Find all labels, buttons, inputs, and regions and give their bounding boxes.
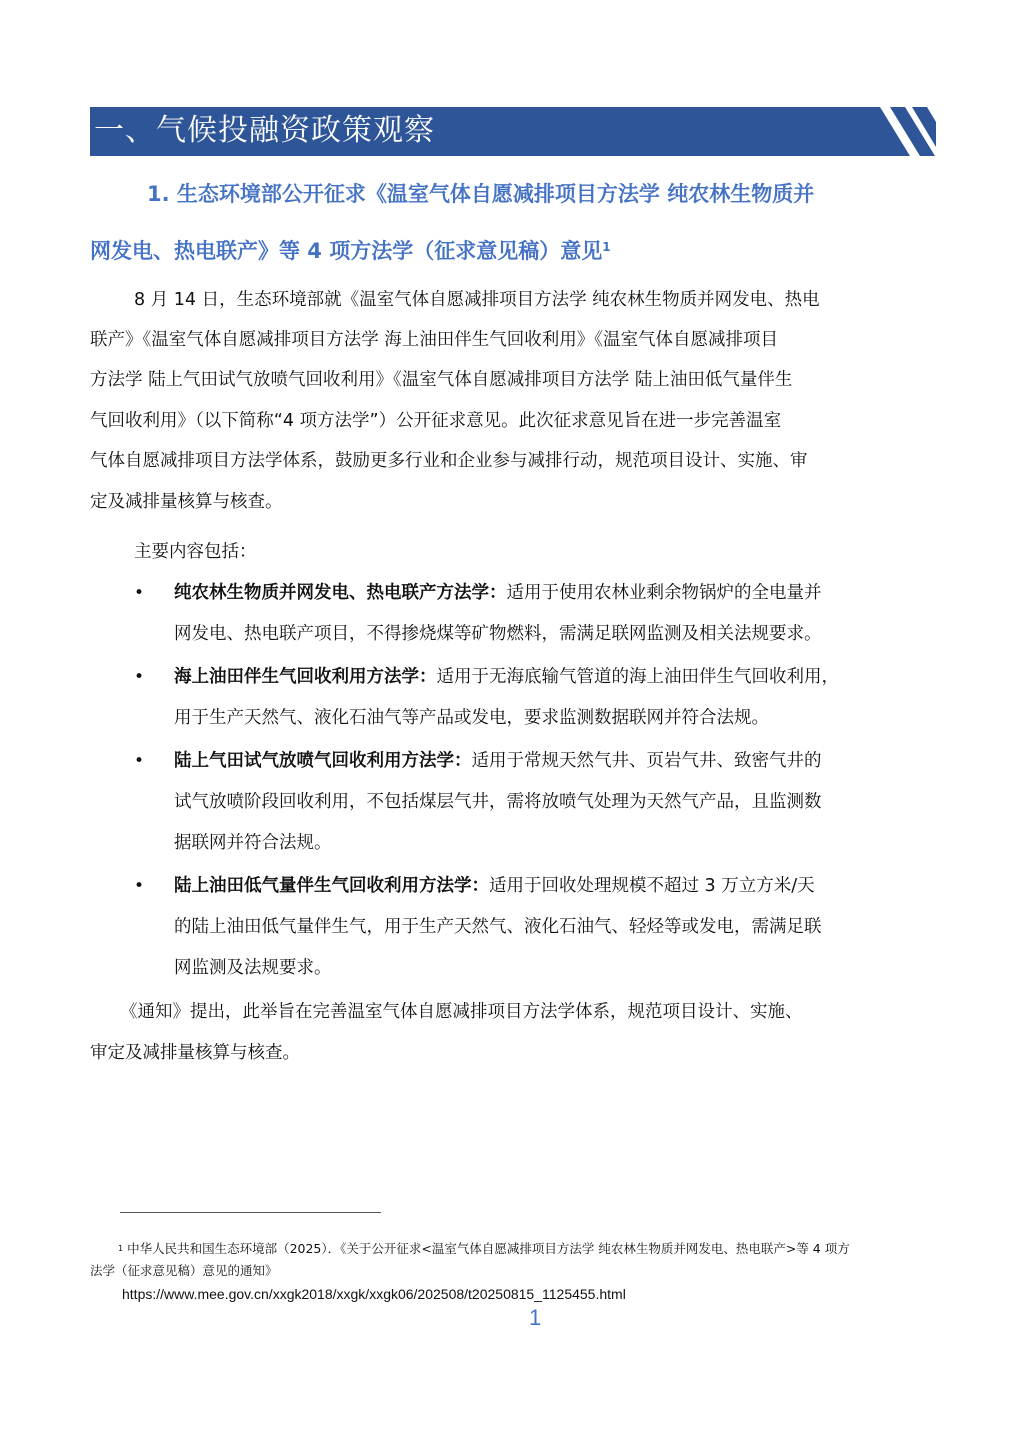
bullet-text: 据联网并符合法规。 <box>174 833 332 853</box>
footnote-marker: 1 <box>118 1244 124 1253</box>
bullet-text: 适用于常规天然气井、页岩气井、致密气井的 <box>471 751 822 771</box>
bullet-icon: • <box>134 751 145 771</box>
closing-line: 《通知》提出，此举旨在完善温室气体自愿减排项目方法学体系，规范项目设计、实施、 <box>120 1002 803 1022</box>
intro-line: 联产》《温室气体自愿减排项目方法学 海上油田伴生气回收利用》《温室气体自愿减排项目 <box>90 330 779 350</box>
bullet-icon: • <box>134 583 145 603</box>
footnote-text: 中华人民共和国生态环境部（2025）．《关于公开征求<温室气体自愿减排项目方法学 纯农林生物质并网发电、热电联产>等 4 项方 <box>127 1241 850 1256</box>
bullet-text: 用于生产天然气、液化石油气等产品或发电，要求监测数据联网并符合法规。 <box>174 708 769 728</box>
bullet-text: 适用于回收处理规模不超过 3 万立方米/天 <box>489 876 815 896</box>
footnote-line1 <box>118 1240 850 1258</box>
list-intro: 主要内容包括： <box>134 542 257 562</box>
intro-line: 8 月 14 日，生态环境部就《温室气体自愿减排项目方法学 纯农林生物质并网发电、热电 <box>134 290 820 310</box>
article-heading-line1: 1. 生态环境部公开征求《温室气体自愿减排项目方法学 纯农林生物质并 <box>147 182 815 206</box>
bullet-text: 试气放喷阶段回收利用，不包括煤层气井，需将放喷气处理为天然气产品，且监测数 <box>174 792 822 812</box>
bullet-text: 适用于使用农林业剩余物锅炉的全电量并 <box>506 583 822 603</box>
intro-line: 气体自愿减排项目方法学体系，鼓励更多行业和企业参与减排行动，规范项目设计、实施、审 <box>90 451 808 471</box>
intro-line: 气回收利用》（以下简称“4 项方法学”）公开征求意见。此次征求意见旨在进一步完善温室 <box>90 411 782 431</box>
footnote-ref[interactable]: 1 <box>602 240 611 254</box>
bullet-title: 纯农林生物质并网发电、热电联产方法学： <box>174 583 507 603</box>
intro-line: 方法学 陆上气田试气放喷气回收利用》《温室气体自愿减排项目方法学 陆上油田低气量伴生 <box>90 370 793 390</box>
article-heading-line2 <box>90 237 611 265</box>
intro-line: 定及减排量核算与核查。 <box>90 492 283 512</box>
bullet-icon: • <box>134 667 145 687</box>
bullet-title: 海上油田伴生气回收利用方法学： <box>174 667 437 687</box>
bullet-text: 适用于无海底输气管道的海上油田伴生气回收利用， <box>436 667 839 687</box>
section-banner <box>90 107 936 156</box>
closing-line: 审定及减排量核算与核查。 <box>90 1043 300 1063</box>
bullet-text: 网发电、热电联产项目，不得掺烧煤等矿物燃料，需满足联网监测及相关法规要求。 <box>174 624 822 644</box>
bullet-title: 陆上气田试气放喷气回收利用方法学： <box>174 751 472 771</box>
section-title: 一、气候投融资政策观察 <box>94 113 435 148</box>
page-number: 1 <box>529 1305 542 1330</box>
heading-text: 网发电、热电联产》等 4 项方法学（征求意见稿）意见 <box>90 239 603 263</box>
footnote-line2: 法学（征求意见稿）意见的通知》 <box>90 1263 278 1278</box>
footnote-url[interactable]: https://www.mee.gov.cn/xxgk2018/xxgk/xxgk06/202508/t20250815_1125455.html <box>122 1286 626 1302</box>
bullet-title: 陆上油田低气量伴生气回收利用方法学： <box>174 876 489 896</box>
bullet-text: 的陆上油田低气量伴生气，用于生产天然气、液化石油气、轻烃等或发电，需满足联 <box>174 917 822 937</box>
footnote-separator <box>120 1212 381 1213</box>
bullet-text: 网监测及法规要求。 <box>174 958 332 978</box>
bullet-icon: • <box>134 876 145 896</box>
